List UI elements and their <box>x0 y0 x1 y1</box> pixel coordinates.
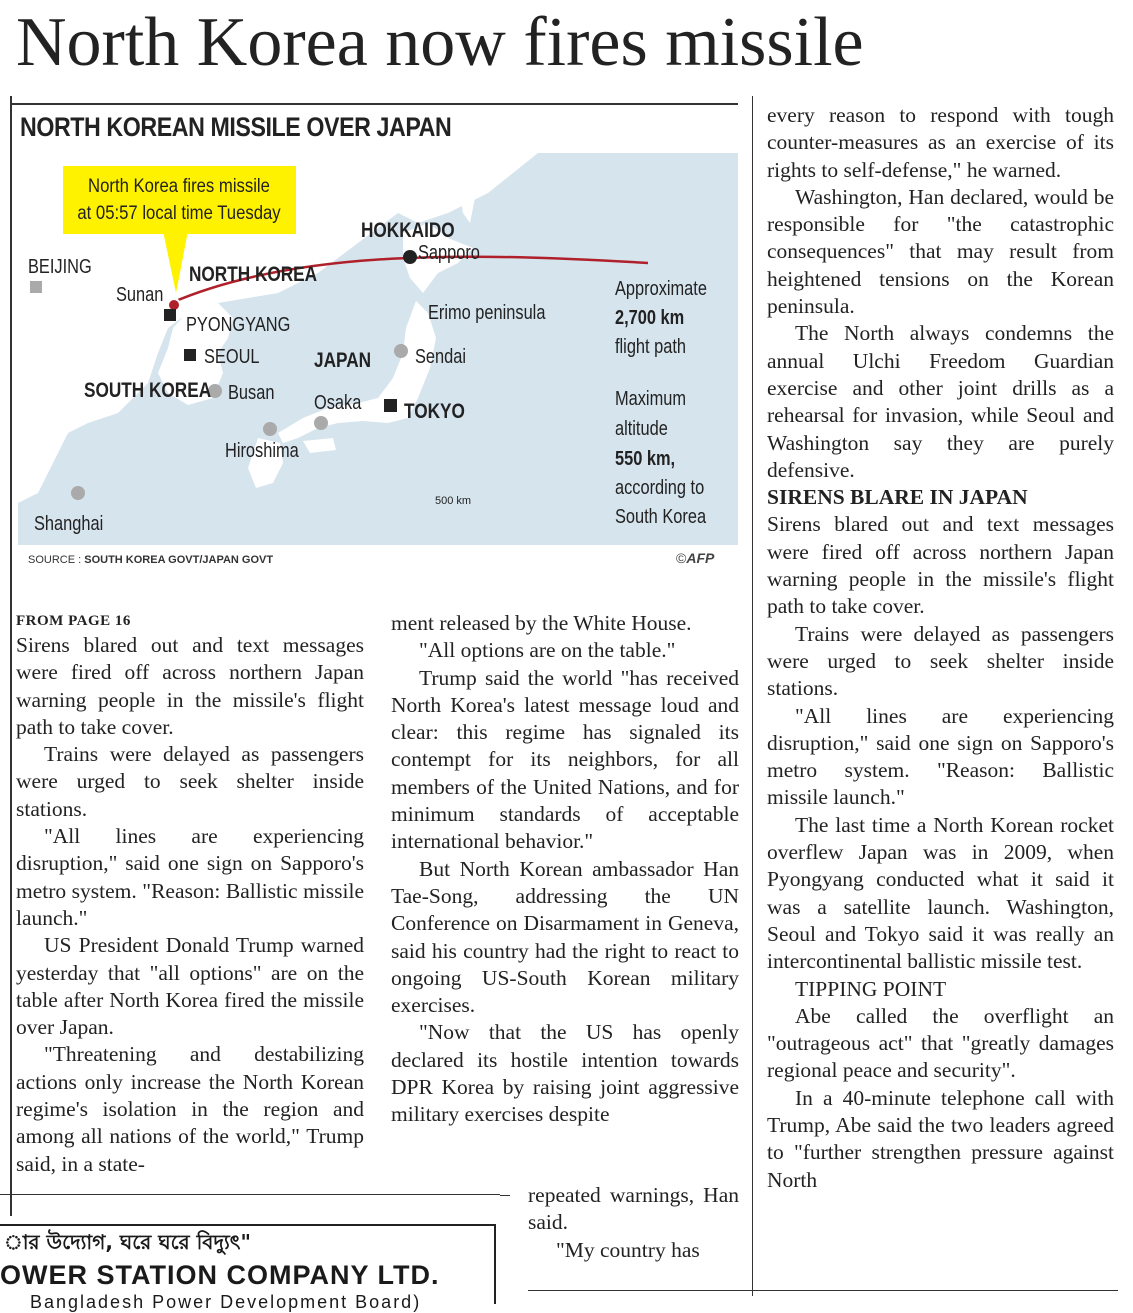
col3-para-4: Sirens blared out and text messages were fired off across northern Japan warning people in the missile's flight path to take cover. <box>767 512 1114 619</box>
callout-line-1: North Korea fires missile <box>88 175 270 197</box>
hiroshima-marker <box>263 422 277 436</box>
source-label: SOURCE : <box>28 554 85 566</box>
graphic-credit <box>676 550 714 566</box>
col1-para-3: "All lines are experiencing disruption," said one sign on Sapporo's metro system. "Reason: Ballistic missile launch." <box>16 824 364 930</box>
col1-para-4: US President Donald Trump warned yesterday that "all options" are on the table after North Korea fired the missile over Japan. <box>16 933 364 1040</box>
label-erimo-peninsula: Erimo peninsula <box>428 300 546 324</box>
label-scale: 500 km <box>435 495 472 507</box>
advertisement <box>0 1224 496 1312</box>
shanghai-marker <box>71 486 85 500</box>
article-column-2-continued <box>528 1182 739 1264</box>
label-hokkaido: HOKKAIDO <box>361 219 455 243</box>
from-page-label: FROM PAGE 16 <box>16 613 131 629</box>
label-hiroshima: Hiroshima <box>225 438 299 462</box>
info-flight-line-1: Approximate <box>615 276 707 300</box>
article-column-1 <box>16 610 364 1178</box>
col3-para-3: The North always condemns the annual Ulchi Freedom Guardian exercise and other joint drills as a rehearsal for invasion, while Seoul and Washington say they are purely defensive. <box>767 321 1114 482</box>
label-sunan: Sunan <box>116 282 164 306</box>
label-tokyo: TOKYO <box>404 400 465 424</box>
pyongyang-marker <box>164 309 176 321</box>
info-altitude-line-3: 550 km, <box>615 446 676 470</box>
col3-para-1: every reason to respond with tough counter-measures as an exercise of its rights to self-defense," he warned. <box>767 103 1114 182</box>
headline: North Korea now fires missile <box>16 4 864 81</box>
ad-parent-org: Bangladesh Power Development Board) <box>30 1292 422 1312</box>
footer-rule <box>528 1290 1118 1291</box>
callout-line-2: at 05:57 local time Tuesday <box>77 202 281 224</box>
label-pyongyang: PYONGYANG <box>186 312 291 336</box>
ad-company-name: OWER STATION COMPANY LTD. <box>0 1260 440 1290</box>
info-altitude-line-4: according to <box>615 475 705 499</box>
beijing-marker <box>30 281 42 293</box>
label-south-korea: SOUTH KOREA <box>84 379 212 403</box>
sapporo-marker <box>403 250 417 264</box>
col2-para-3: Trump said the world "has received North Korea's latest message loud and clear: this regime has signaled its contempt for its neighbors, for all members of the United Nations, and for minimum standards of acceptable international behavior." <box>391 665 739 854</box>
label-shanghai: Shanghai <box>34 511 104 535</box>
info-flight-line-3: flight path <box>615 334 687 358</box>
col1-para-5: "Threatening and destabilizing actions only increase the North Korean regime's isolation in the region and among all nations of the world," Trump said, in a state- <box>16 1042 364 1176</box>
label-osaka: Osaka <box>314 390 362 414</box>
col1-para-2: Trains were delayed as passengers were urged to seek shelter inside stations. <box>16 742 364 821</box>
copyright-symbol: © <box>676 550 687 566</box>
info-flight-line-2: 2,700 km <box>615 305 685 329</box>
ad-top-rule <box>0 1194 500 1195</box>
missile-map <box>18 153 738 545</box>
subhead-tipping-point: TIPPING POINT <box>795 976 947 1001</box>
left-column-rule <box>10 96 12 1216</box>
col2-para-2: "All options are on the table." <box>419 638 676 663</box>
seoul-marker <box>184 349 196 361</box>
info-altitude-line-1: Maximum <box>615 386 686 410</box>
graphic-top-rule <box>10 103 738 105</box>
label-busan: Busan <box>228 380 275 404</box>
label-north-korea: NORTH KOREA <box>189 263 318 287</box>
col3-para-5: Trains were delayed as passengers were urged to seek shelter inside stations. <box>767 621 1114 701</box>
tokyo-marker <box>384 399 397 412</box>
col3-para-2: Washington, Han declared, would be responsible for "the catastrophic consequences" that may result from heightened tensions on the Korean peninsula. <box>767 184 1114 319</box>
info-altitude-line-5: South Korea <box>615 504 707 528</box>
col2-para-5: "Now that the US has openly declared its hostile intention towards DPR Korea by raising joint aggressive military exercises despite <box>391 1020 739 1127</box>
info-altitude-line-2: altitude <box>615 416 668 440</box>
label-sendai: Sendai <box>415 344 467 368</box>
right-column-rule <box>752 96 753 1296</box>
source-value: SOUTH KOREA GOVT/JAPAN GOVT <box>84 554 274 566</box>
subhead-sirens: SIRENS BLARE IN JAPAN <box>767 485 1028 510</box>
col3-para-7: The last time a North Korean rocket overflew Japan was in 2009, when Pyongyang conducted what it said it was a satellite launch. Washington, Seoul and Tokyo said it was really an intercontinental ballistic missile test. <box>767 812 1114 974</box>
bottom-rule <box>500 1195 510 1196</box>
col2-para-1: ment released by the White House. <box>391 611 692 635</box>
col3-para-6: "All lines are experiencing disruption," said one sign on Sapporo's metro system. "Reason: Ballistic missile launch." <box>767 703 1114 810</box>
graphic-source <box>28 554 273 566</box>
ad-tagline: ার উদ্যোগ, ঘরে ঘরে বিদ্যুৎ" <box>4 1230 251 1254</box>
col2-para-4: But North Korean ambassador Han Tae-Song, addressing the UN Conference on Disarmament in Geneva, said his country had the right to react to ongoing US-South Korean military exercises. <box>391 856 739 1018</box>
article-column-3 <box>767 102 1114 1194</box>
label-beijing: BEIJING <box>28 254 92 278</box>
label-japan: JAPAN <box>314 349 372 373</box>
osaka-marker <box>314 416 328 430</box>
col3-para-9: In a 40-minute telephone call with Trump, Abe said the two leaders agreed to "further strengthen pressure against North <box>767 1085 1114 1192</box>
graphic-title: NORTH KOREAN MISSILE OVER JAPAN <box>20 112 452 142</box>
col1-para-1: Sirens blared out and text messages were fired off across northern Japan warning people in the missile's flight path to take cover. <box>16 633 364 739</box>
col3-para-8: Abe called the overflight an "outrageous act" that "greatly damages regional peace and security". <box>767 1003 1114 1083</box>
label-sapporo: Sapporo <box>418 240 480 264</box>
article-column-2 <box>391 610 739 1129</box>
col2-para-7: "My country has <box>556 1237 700 1262</box>
label-seoul: SEOUL <box>204 344 260 368</box>
credit-afp: AFP <box>686 550 715 566</box>
sendai-marker <box>394 344 408 358</box>
col2-para-6: repeated warnings, Han said. <box>528 1183 739 1235</box>
